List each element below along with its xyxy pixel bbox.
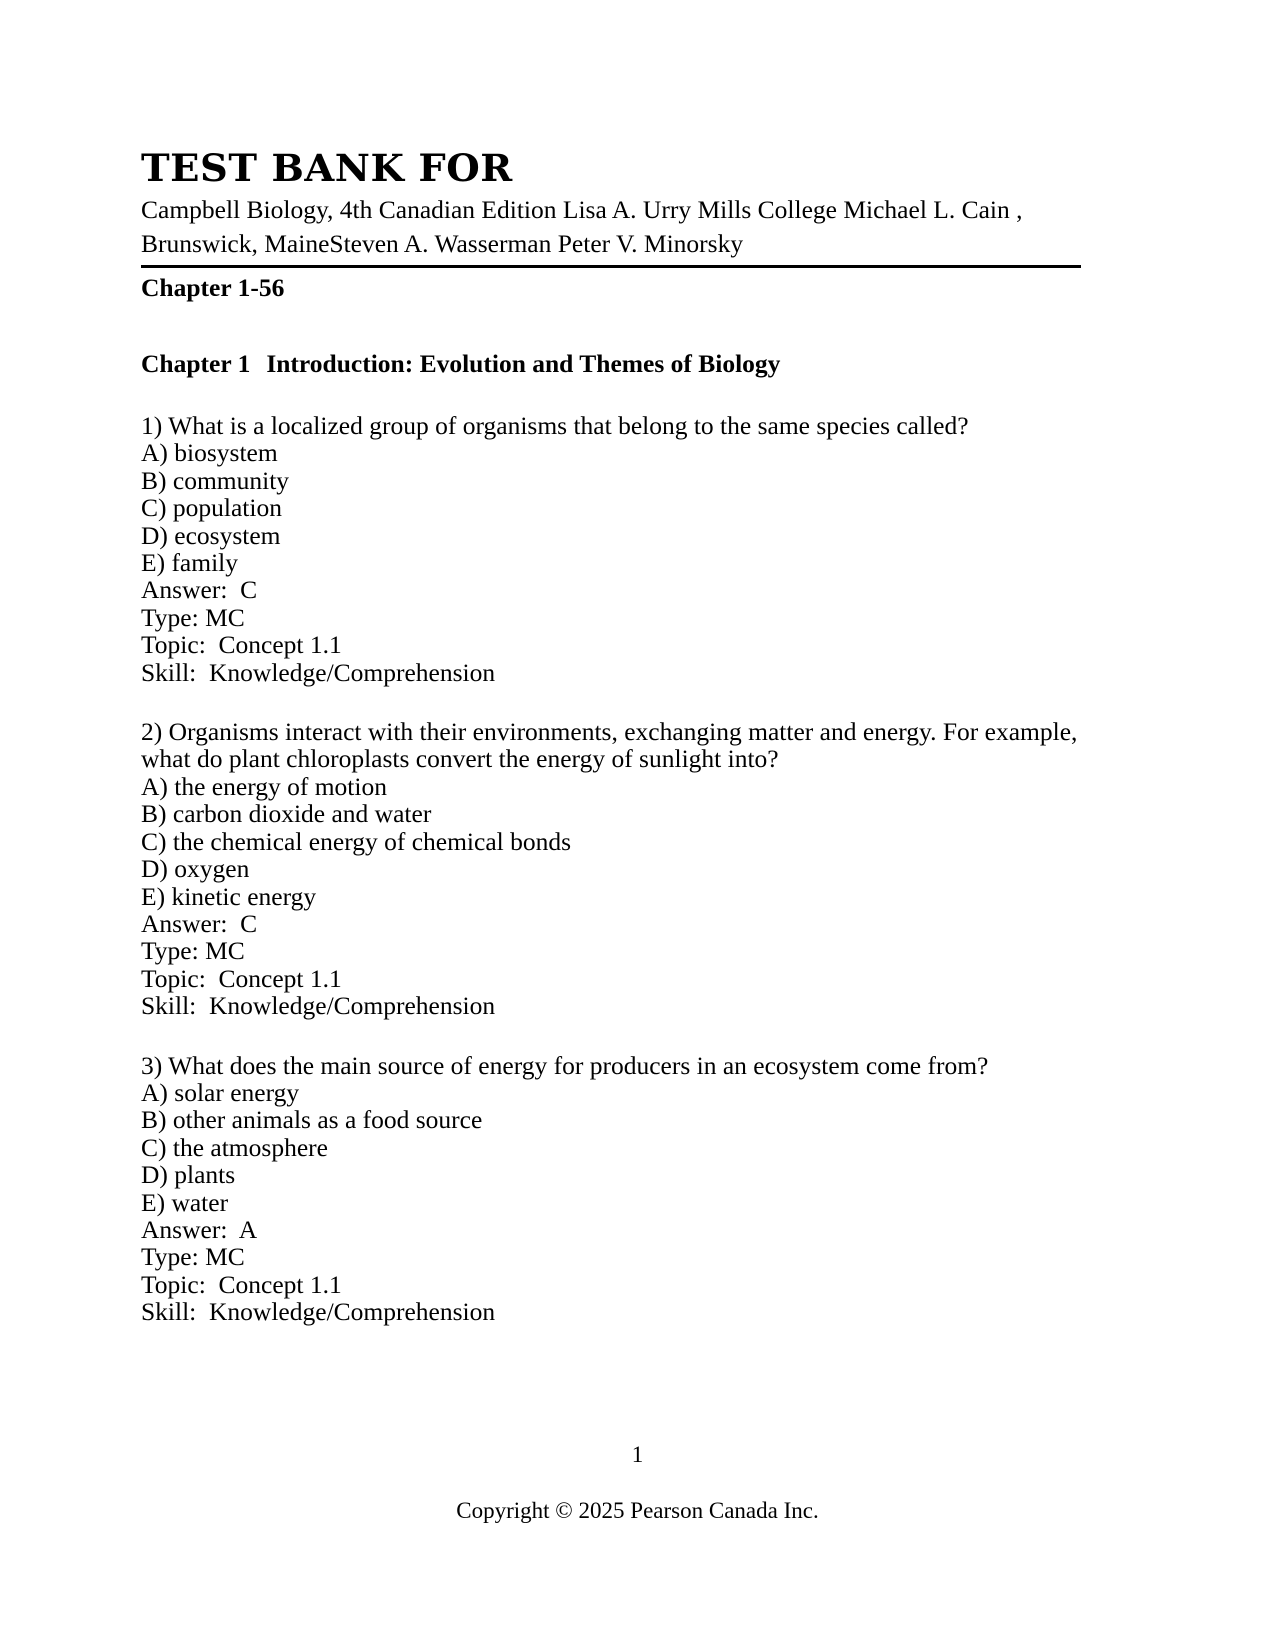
book-citation-line-2: Brunswick, MaineSteven A. Wasserman Peter V. Minorsky [141, 229, 744, 258]
book-citation-line-1: Campbell Biology, 4th Canadian Edition Lisa A. Urry Mills College Michael L. Cain , [141, 195, 1023, 224]
banner-title: TEST BANK FOR [141, 146, 513, 190]
question-skill: Skill: Knowledge/Comprehension [141, 991, 496, 1021]
question-option: B) other animals as a food source [141, 1105, 483, 1135]
question-option: A) solar energy [141, 1077, 300, 1107]
question-option: E) family [141, 548, 239, 578]
question-type: Type: MC [141, 602, 245, 632]
page-content [141, 146, 1081, 1326]
question-topic: Topic: Concept 1.1 [141, 630, 342, 660]
question-option: D) oxygen [141, 854, 250, 884]
question-topic: Topic: Concept 1.1 [141, 963, 342, 993]
question-answer: Answer: C [141, 575, 258, 605]
question-skill: Skill: Knowledge/Comprehension [141, 1297, 496, 1327]
question-stem-line: what do plant chloroplasts convert the energy of sunlight into? [141, 744, 779, 774]
question-option: B) carbon dioxide and water [141, 799, 432, 829]
question-option: E) kinetic energy [141, 881, 317, 911]
question-type: Type: MC [141, 1242, 245, 1272]
question-option: C) the atmosphere [141, 1132, 328, 1162]
question-block [141, 1052, 1081, 1326]
question-block [141, 412, 1081, 686]
question-option: C) the chemical energy of chemical bonds [141, 826, 572, 856]
chapter-heading-title: Introduction: Evolution and Themes of Biology [266, 349, 781, 378]
question-option: D) ecosystem [141, 520, 281, 550]
question-type: Type: MC [141, 936, 245, 966]
question-option: A) the energy of motion [141, 771, 387, 801]
question-block [141, 718, 1081, 1019]
question-option: C) population [141, 493, 282, 523]
question-option: E) water [141, 1187, 229, 1217]
question-option: A) biosystem [141, 438, 278, 468]
question-stem-line: 3) What does the main source of energy for producers in an ecosystem come from? [141, 1050, 989, 1080]
question-stem-line: 2) Organisms interact with their environments, exchanging matter and energy. For example, [141, 717, 1078, 747]
question-option: B) community [141, 465, 290, 495]
question-option: D) plants [141, 1160, 236, 1190]
question-stem-line: 1) What is a localized group of organisms that belong to the same species called? [141, 411, 969, 440]
question-topic: Topic: Concept 1.1 [141, 1269, 342, 1299]
question-answer: Answer: C [141, 908, 258, 938]
page-number: 1 [631, 1442, 644, 1467]
page-footer [0, 1440, 1275, 1526]
question-answer: Answer: A [141, 1214, 258, 1244]
question-skill: Skill: Knowledge/Comprehension [141, 657, 496, 687]
chapter-heading [141, 348, 1081, 380]
chapter-heading-label: Chapter 1 [141, 349, 251, 378]
chapter-range: Chapter 1-56 [141, 273, 285, 302]
copyright-notice: Copyright © 2025 Pearson Canada Inc. [456, 1498, 819, 1523]
header-divider [141, 265, 1081, 268]
